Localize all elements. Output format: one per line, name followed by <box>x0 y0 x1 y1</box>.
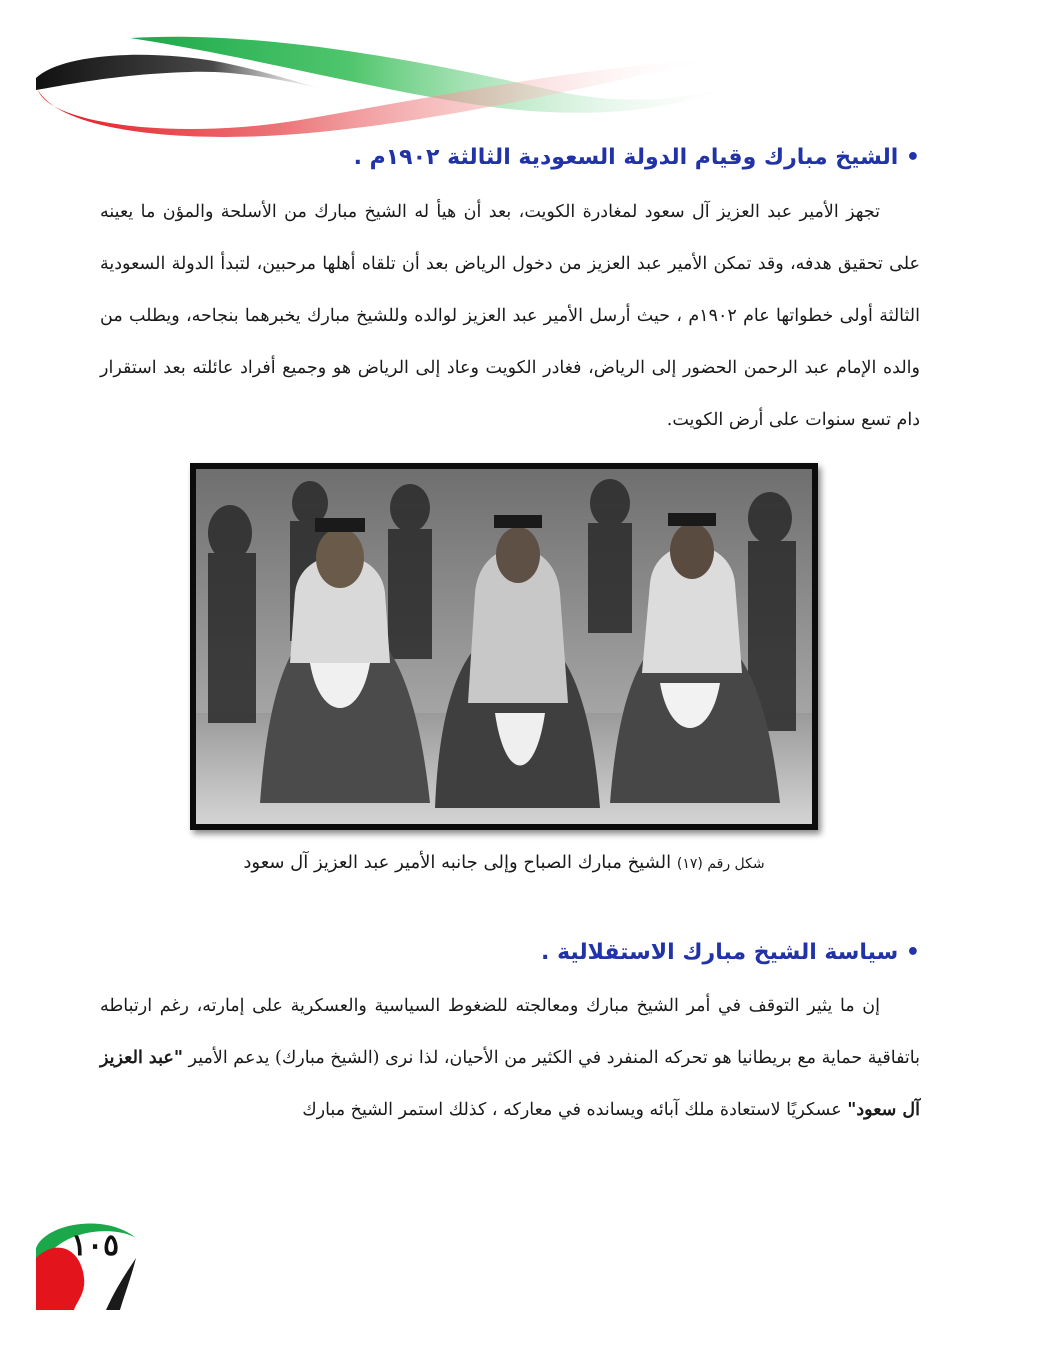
caption-figure-number: شكل رقم (١٧) <box>676 856 765 872</box>
section-heading-independent-policy: • سياسة الشيخ مبارك الاستقلالية . <box>541 940 920 965</box>
paragraph-text-part-2: عسكريًا لاستعادة ملك آبائه ويسانده في معاركه ، كذلك استمر الشيخ مبارك <box>302 1100 848 1120</box>
section-heading-mubarak-saudi-state: • الشيخ مبارك وقيام الدولة السعودية الثالثة ١٩٠٢م . <box>353 145 920 170</box>
paragraph-bold-name: "عبد العزيز آل سعود" <box>100 1048 920 1120</box>
page-number: ١٠٥ <box>70 1228 120 1263</box>
figure-caption <box>190 852 818 873</box>
section-paragraph-saudi-state: تجهز الأمير عبد العزيز آل سعود لمغادرة الكويت، بعد أن هيأ له الشيخ مبارك من الأسلحة والمؤن ما يعينه على تحقيق هدفه، وقد تمكن الأمير عبد العزيز من دخول الرياض بعد أن تلقاه أهلها مرحبين، لتبدأ الدولة السعودية الثالثة أولى خطواتها عام ١٩٠٢م ، حيث أرسل الأمير عبد العزيز لوالده وللشيخ مبارك يخبرهما بنجاحه، ويطلب من والده الإمام عبد الرحمن الحضور إلى الرياض، فغادر الكويت وعاد إلى الرياض هو وجميع أفراد عائلته بعد استقرار دام تسع سنوات على أرض الكويت. <box>100 202 920 430</box>
section-paragraph-independent-policy <box>100 980 920 1136</box>
caption-text: الشيخ مبارك الصباح وإلى جانبه الأمير عبد العزيز آل سعود <box>243 852 672 873</box>
header-flag-ribbon <box>0 0 1062 140</box>
historical-photo <box>190 463 818 830</box>
paragraph-text-part-1: إن ما يثير التوقف في أمر الشيخ مبارك ومعالجته للضغوط السياسية والعسكرية على إمارته، رغم ارتباطه باتفاقية حماية مع بريطانيا هو تحركه المنفرد في الكثير من الأحيان، لذا نرى (الشيخ مبارك) يدعم الأمير <box>100 996 921 1068</box>
